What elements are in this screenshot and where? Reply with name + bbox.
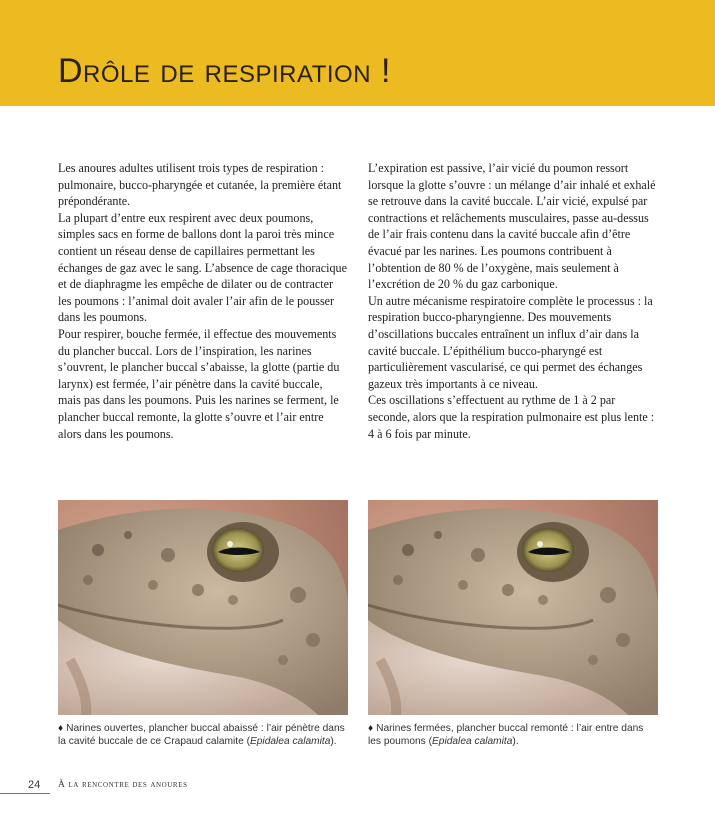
paragraph: Ces oscillations s’effectuent au rythme de 1 à 2 par seconde, alors que la respiration pulmonaire est plus lente : 4 à 6 fois par minute. bbox=[368, 393, 655, 441]
drop-icon: ♦ bbox=[368, 723, 374, 734]
toad-photo-closed-nostrils bbox=[368, 500, 658, 715]
species-name: Epidalea calamita bbox=[249, 736, 331, 747]
paragraph: Les anoures adultes utilisent trois types de respiration : pulmonaire, bucco-pharyngée et cutanée, la première étant prépondérante. bbox=[58, 161, 342, 209]
photo-caption bbox=[58, 722, 348, 748]
running-title: À la rencontre des anoures bbox=[58, 780, 188, 790]
species-name: Epidalea calamita bbox=[432, 736, 513, 747]
left-column bbox=[58, 160, 348, 442]
paragraph: L’expiration est passive, l’air vicié du poumon ressort lorsque la glotte s’ouvre : un mélange d’air inhalé et exhalé se retrouve dans la cavité buccale. L’air vicié, expulsé par contractions et relâchements musculaires, passe au-dessus de l’air frais contenu dans la cavité buccale afin d’être évacué par les narines. Les poumons contribuent à l’obtention de 80 % de l’oxygène, mais seulement à l’excrétion de 20 % du gaz carbonique. bbox=[368, 161, 656, 292]
caption-end: ). bbox=[512, 736, 519, 747]
photo-caption bbox=[368, 722, 658, 748]
caption-end: ). bbox=[330, 736, 337, 747]
paragraph: La plupart d’entre eux respirent avec deux poumons, simples sacs en forme de ballons dont la paroi très mince contient un réseau dense de capillaires permettant les échanges de gaz avec le sang. L’absence de cage thoracique et de diaphragme les empêche de dilater ou de contracter les poumons : l’animal doit avaler l’air afin de le pousser dans les poumons. bbox=[58, 210, 347, 325]
paragraph: Un autre mécanisme respiratoire complète le processus : la respiration bucco-pharyngienne. Des mouvements d’oscillations buccales entraînent un influx d’air dans la cavité buccale. L’épithélium bucco-pharyngé est particulièrement vascularisé, ce qui permet des échanges gazeux très importants à ce niveau. bbox=[368, 293, 653, 391]
drop-icon: ♦ bbox=[58, 723, 64, 734]
caption-text: Narines ouvertes, plancher buccal abaissé : l’air pénètre dans la cavité buccale de ce Crapaud calamite ( bbox=[58, 723, 345, 747]
page-title: Drôle de respiration ! bbox=[58, 52, 391, 90]
right-column bbox=[368, 160, 658, 442]
caption-text: Narines fermées, plancher buccal remonté : l’air entre dans les poumons ( bbox=[368, 723, 644, 747]
footer-rule bbox=[0, 793, 50, 794]
page-number: 24 bbox=[28, 779, 41, 791]
paragraph: Pour respirer, bouche fermée, il effectue des mouvements du plancher buccal. Lors de l’inspiration, les narines s’ouvrent, le plancher buccal s’abaisse, la glotte (partie du larynx) est fermée, l’air pénètre dans la cavité buccale, mais pas dans les poumons. Puis les narines se ferment, le plancher buccal remonte, la glotte s’ouvre et l’air entre alors dans les poumons. bbox=[58, 326, 340, 441]
toad-photo-open-nostrils bbox=[58, 500, 348, 715]
